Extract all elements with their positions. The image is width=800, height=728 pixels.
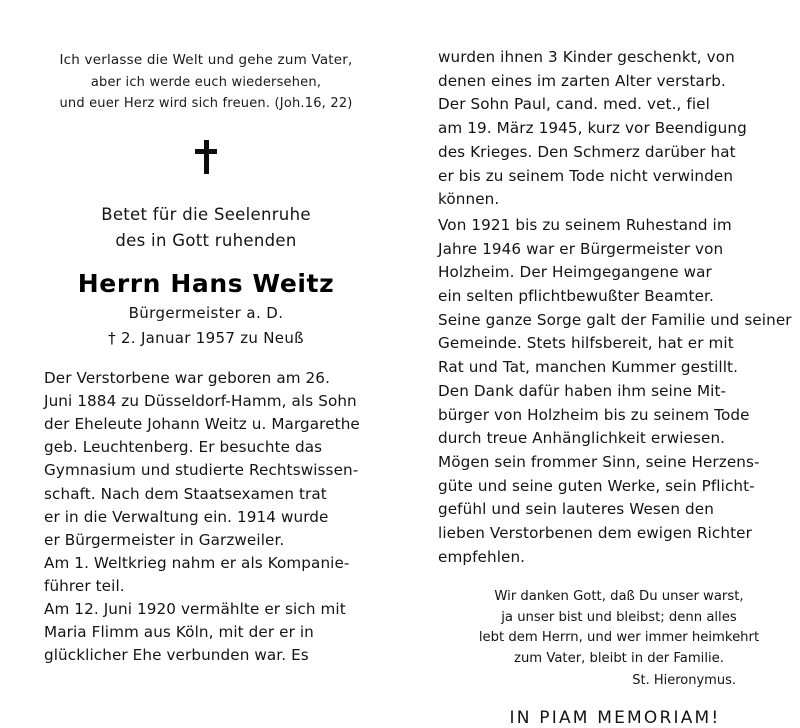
tribute-line: Mögen sein frommer Sinn, seine Herzens-	[438, 452, 760, 471]
tribute-line: Von 1921 bis zu seinem Ruhestand im	[438, 215, 732, 234]
tribute-paragraph	[438, 214, 792, 570]
memoriam-footer: IN PIAM MEMORIAM!	[509, 708, 721, 728]
tribute-line: empfehlen.	[438, 547, 526, 566]
prayer-line-2: des in Gott ruhenden	[115, 230, 297, 250]
tribute-line: Holzheim. Der Heimgegangene war	[438, 263, 712, 282]
verse-line-1: Ich verlasse die Welt und gehe zum Vater,	[59, 52, 353, 68]
bio-line: er bis zu seinem Tode nicht verwinden	[438, 166, 734, 185]
bio-line: Maria Flimm aus Köln, mit der er in	[44, 623, 314, 642]
bio-line: Der Verstorbene war geboren am 26.	[44, 369, 330, 388]
prayer-invocation	[44, 202, 368, 253]
bio-line: führer teil.	[44, 576, 125, 595]
deceased-role: Bürgermeister a. D.	[128, 304, 284, 323]
deceased-name: Herrn Hans Weitz	[77, 269, 335, 299]
bio-line: Am 12. Juni 1920 vermählte er sich mit	[44, 600, 346, 619]
prayer-line-1: Betet für die Seelenruhe	[101, 204, 311, 224]
quote-attribution: St. Hieronymus.	[632, 673, 736, 689]
verse-line-3: und euer Herz wird sich freuen. (Joh.16, 22)	[59, 95, 353, 111]
bio-line: er Bürgermeister in Garzweiler.	[44, 530, 285, 549]
bio-line: er in die Verwaltung ein. 1914 wurde	[44, 507, 329, 526]
tribute-line: güte und seine guten Werke, sein Pflicht-	[438, 476, 755, 495]
tribute-line: lieben Verstorbenen dem ewigen Richter	[438, 524, 752, 543]
right-column	[410, 0, 800, 728]
opening-verse	[44, 50, 368, 114]
bio-line: des Krieges. Den Schmerz darüber hat	[438, 142, 736, 161]
bio-line: der Eheleute Johann Weitz u. Margarethe	[44, 415, 360, 434]
bio-line: denen eines im zarten Alter verstarb.	[438, 71, 726, 90]
thanks-line: ja unser bist und bleibst; denn alles	[501, 609, 737, 625]
thanks-line: zum Vater, bleibt in der Familie.	[514, 650, 724, 666]
biography-continued	[438, 46, 782, 212]
verse-line-2: aber ich werde euch wiedersehen,	[90, 74, 322, 90]
thanks-line: Wir danken Gott, daß Du unser warst,	[494, 589, 744, 605]
bio-line: Juni 1884 zu Düsseldorf-Hamm, als Sohn	[44, 392, 357, 411]
cross-icon-container	[44, 140, 368, 180]
death-date: † 2. Januar 1957 zu Neuß	[108, 329, 304, 348]
bio-line: am 19. März 1945, kurz vor Beendigung	[438, 119, 747, 138]
tribute-line: Seine ganze Sorge galt der Familie und seiner	[438, 310, 792, 329]
tribute-line: bürger von Holzheim bis zu seinem Tode	[438, 405, 750, 424]
bio-line: Gymnasium und studierte Rechtswissen-	[44, 461, 359, 480]
bio-line: wurden ihnen 3 Kinder geschenkt, von	[438, 48, 735, 66]
bio-line: können.	[438, 190, 500, 209]
bio-line: glücklicher Ehe verbunden war. Es	[44, 646, 309, 665]
tribute-line: gefühl und sein lauteres Wesen den	[438, 500, 714, 519]
bio-line: Am 1. Weltkrieg nahm er als Kompanie-	[44, 553, 350, 572]
tribute-line: Jahre 1946 war er Bürgermeister von	[438, 239, 724, 258]
thanks-line: lebt dem Herrn, und wer immer heimkehrt	[478, 630, 760, 646]
tribute-line: ein selten pflichtbewußter Beamter.	[438, 287, 714, 306]
tribute-line: Den Dank dafür haben ihm seine Mit-	[438, 381, 727, 400]
left-column	[0, 0, 400, 665]
thanksgiving-quote	[438, 587, 782, 669]
tribute-line: Rat und Tat, manchen Kummer gestillt.	[438, 358, 739, 377]
tribute-line: Gemeinde. Stets hilfsbereit, hat er mit	[438, 334, 734, 353]
biography-left	[44, 367, 368, 667]
bio-line: geb. Leuchtenberg. Er besuchte das	[44, 438, 323, 457]
bio-line: Der Sohn Paul, cand. med. vet., fiel	[438, 95, 710, 114]
bio-line: schaft. Nach dem Staatsexamen trat	[44, 484, 327, 503]
cross-icon	[195, 140, 217, 174]
tribute-line: durch treue Anhänglichkeit erwiesen.	[438, 429, 726, 448]
